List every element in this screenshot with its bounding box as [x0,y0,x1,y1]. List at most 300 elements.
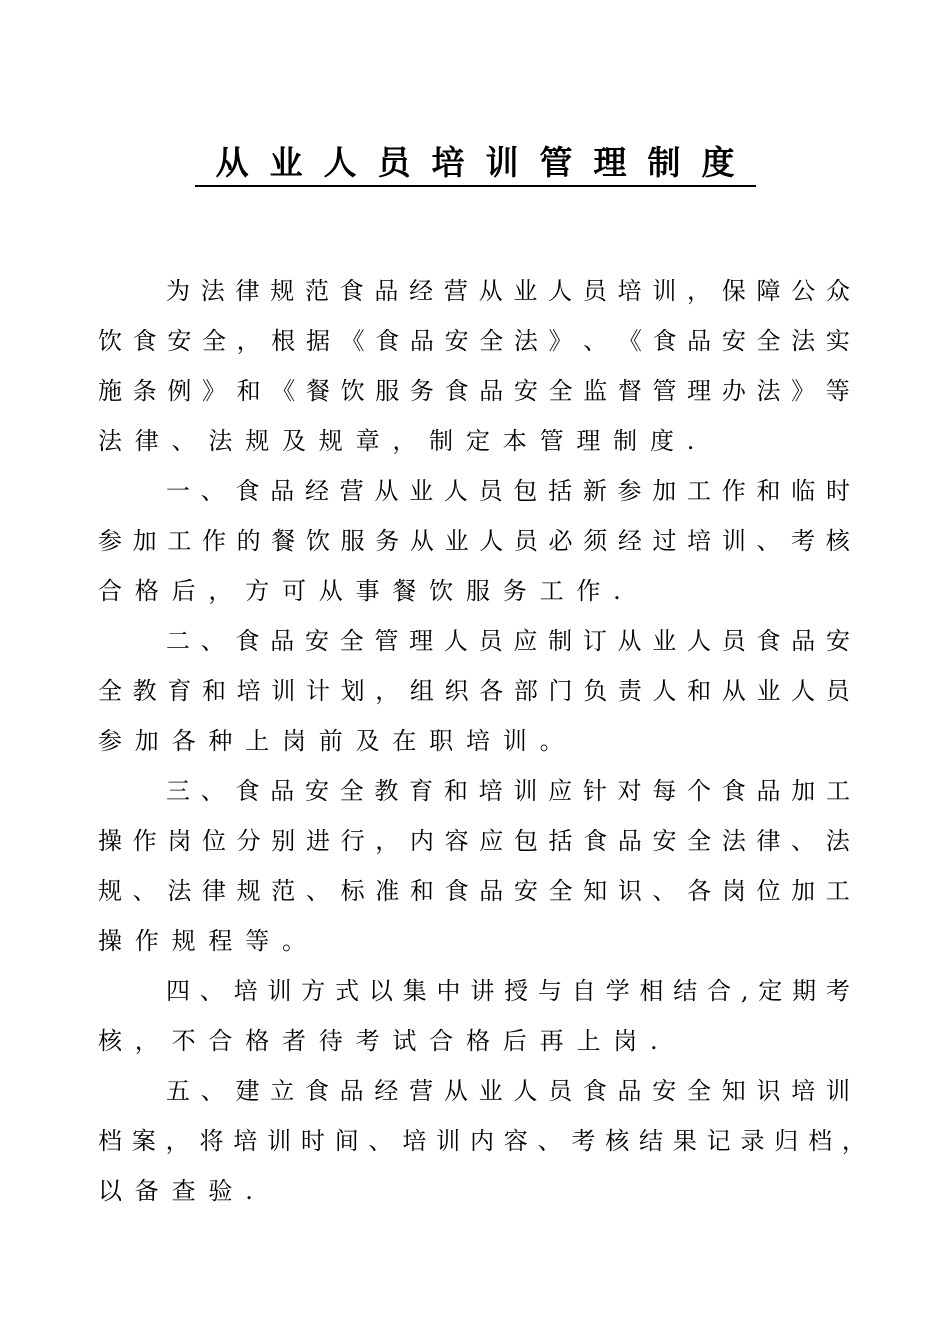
text-char: 岗 [613,1027,638,1055]
text-char: ， [236,327,261,355]
text-char: 合 [707,977,731,1005]
text-char: 培 [233,977,258,1005]
text-char: 员 [548,1077,573,1105]
text-char: 定 [758,977,783,1005]
text-char: 度 [649,427,674,455]
text-line [98,916,850,966]
text-char: 众 [825,277,850,305]
text-char: 全 [548,877,573,905]
text-char: 从 [478,277,503,305]
text-char: 人 [652,677,677,705]
text-char: 品 [617,827,642,855]
text-char: 务 [502,577,527,605]
text-char: 订 [582,627,607,655]
text-char: 进 [305,827,330,855]
text-char: 括 [548,827,573,855]
text-char: 》 [201,377,226,405]
text-char: 理 [409,627,434,655]
text-char: 律 [756,827,781,855]
text-char: 格 [245,1027,270,1055]
text-char: 包 [513,477,538,505]
text-char: 规 [245,427,270,455]
text-char: 式 [335,977,360,1005]
text-char: 、 [199,977,224,1005]
text-char: 范 [271,877,296,905]
text-char: 核 [605,1127,630,1155]
text-char: 知 [721,1077,746,1105]
text-char: 员 [825,677,850,705]
text-char: 针 [582,777,607,805]
text-char: 督 [617,377,642,405]
text-char: 集 [402,977,427,1005]
text-char: 备 [134,1177,159,1205]
text-char: 施 [98,377,122,405]
text-char: 、 [200,1077,225,1105]
text-char: 等 [825,377,850,405]
text-char: 五 [166,1077,190,1105]
text-char: 人 [687,627,712,655]
text-char: 育 [409,777,434,805]
text-char: 公 [791,277,816,305]
text-char: 案 [131,1127,156,1155]
text-char: 培 [233,1127,258,1155]
text-char: 培 [402,1127,427,1155]
text-char: 各 [479,677,504,705]
text-char: 管 [374,627,399,655]
text-char: . [686,427,695,455]
text-char: 从 [617,627,642,655]
text-char: 业 [513,277,538,305]
text-char: 不 [171,1027,196,1055]
text-char: 、 [132,877,157,905]
text-char: 管 [539,427,564,455]
text-char: 食 [235,477,260,505]
text-char: 部 [513,677,538,705]
text-char: . [613,577,621,605]
text-char: 四 [166,977,190,1005]
text-char: 各 [687,877,712,905]
text-char: 作 [576,577,601,605]
text-char: 归 [774,1127,799,1155]
text-char: 合 [98,577,122,605]
text-char: ， [375,827,400,855]
text-char: 员 [478,477,503,505]
text-char: 品 [409,327,434,355]
text-line [98,516,850,566]
text-char: 安 [825,627,850,655]
text-char: 经 [304,477,329,505]
text-char: 训 [721,527,746,555]
text-char: 、 [305,877,330,905]
text-line [98,866,850,916]
text-char: 食 [652,327,677,355]
text-char: 行 [340,827,365,855]
text-char: ， [208,577,233,605]
text-char: 员 [513,527,538,555]
text-char: . [649,1027,658,1055]
text-char: 及 [355,727,380,755]
text-char: 、 [171,427,196,455]
text-char: 制 [429,427,454,455]
text-char: 监 [583,377,608,405]
text-char: 加 [134,727,159,755]
text-char: 上 [576,1027,601,1055]
text-char: 新 [582,477,607,505]
text-char: 二 [166,627,190,655]
text-char: 学 [605,977,630,1005]
text-char: 人 [513,1077,538,1105]
text-char: 培 [791,1077,816,1105]
text-char: 安 [167,327,192,355]
text-char: 为 [166,277,190,305]
text-char: 方 [245,577,270,605]
text-line [98,1166,850,1216]
text-char: 。 [281,927,306,955]
text-char: ， [134,1027,159,1055]
text-char: 。 [539,727,564,755]
text-char: 过 [652,527,677,555]
text-char: 全 [339,627,364,655]
text-char: 标 [340,877,365,905]
text-char: 安 [513,877,538,905]
text-char: 律 [134,427,159,455]
text-char: 各 [171,727,196,755]
text-char: 安 [652,827,677,855]
text-char: 程 [208,927,233,955]
text-char: 培 [687,527,712,555]
text-char: 记 [706,1127,731,1155]
text-char: 餐 [305,377,330,405]
text-char: 和 [201,677,226,705]
text-char: 办 [721,377,746,405]
text-char: 、 [200,627,225,655]
text-char: 操 [98,927,122,955]
text-char: 品 [756,777,781,805]
text-char: 核 [98,1027,122,1055]
text-char: 以 [98,1177,122,1205]
text-char: 务 [409,377,434,405]
text-char: 查 [171,1177,196,1205]
text-char: 作 [201,527,226,555]
text-char: 例 [167,377,192,405]
text-char: 经 [374,1077,399,1105]
text-char: 训 [267,1127,292,1155]
text-char: 参 [98,527,122,555]
text-char: 工 [825,777,850,805]
text-line [98,316,850,366]
text-line [98,366,850,416]
text-char: 规 [236,877,261,905]
text-char: 核 [825,527,850,555]
text-char: 以 [368,977,393,1005]
text-char: 建 [235,1077,260,1105]
text-char: 自 [571,977,596,1005]
text-char: 培 [465,727,490,755]
text-char: 对 [617,777,642,805]
text-line [98,616,850,666]
text-line [98,766,850,816]
text-char: 法 [208,427,233,455]
text-char: 考 [571,1127,596,1155]
text-line [98,716,850,766]
text-char: 容 [444,827,469,855]
text-char: 全 [687,1077,712,1105]
text-char: 品 [479,377,504,405]
text-char: 品 [270,477,295,505]
text-char: 本 [502,427,527,455]
text-char: 法 [513,327,538,355]
text-line [98,666,850,716]
text-char: 授 [504,977,529,1005]
text-char: 训 [652,277,677,305]
text-char: 制 [613,427,638,455]
text-char: 全 [98,677,122,705]
text-char: 时 [825,477,850,505]
text-char: 临 [791,477,816,505]
text-char: 从 [721,677,746,705]
text-char: 三 [166,777,190,805]
text-char: 条 [132,377,157,405]
text-char: 档 [808,1127,833,1155]
text-char: 业 [652,627,677,655]
text-char: 理 [576,427,601,455]
text-char: 讲 [470,977,495,1005]
text-char: 安 [652,1077,677,1105]
text-char: 岗 [167,827,192,855]
text-char: 业 [478,1077,503,1105]
text-char: 律 [201,877,226,905]
text-char: 员 [721,627,746,655]
text-char: 、 [537,1127,562,1155]
text-char: 位 [201,827,226,855]
text-char: 经 [617,527,642,555]
text-char: 全 [687,827,712,855]
text-char: 安 [304,777,329,805]
text-char: 服 [465,577,490,605]
text-char: 安 [304,627,329,655]
text-char: 待 [318,1027,343,1055]
text-char: 训 [513,777,538,805]
text-char: 品 [617,1077,642,1105]
text-char: 和 [409,877,434,905]
text-char: 全 [339,777,364,805]
text-char: 职 [429,727,454,755]
text-char: 法 [200,277,225,305]
text-char: 应 [479,827,504,855]
text-char: 法 [756,377,781,405]
text-char: 者 [281,1027,306,1055]
text-char: 每 [652,777,677,805]
document-body [98,266,866,1216]
text-char: 服 [375,377,400,405]
text-char: 、 [756,527,781,555]
text-char: ， [375,677,400,705]
text-char: 品 [339,1077,364,1105]
text-char: 工 [687,477,712,505]
text-char: 》 [548,327,573,355]
text-char: 食 [132,327,157,355]
text-char: 工 [825,877,850,905]
text-char: 门 [548,677,573,705]
text-char: 必 [548,527,573,555]
text-char: 将 [199,1127,224,1155]
text-char: 、 [652,877,677,905]
text-char: 食 [444,877,469,905]
text-char: 人 [443,477,468,505]
text-char: 营 [409,1077,434,1105]
text-char: 格 [134,577,159,605]
text-char: 考 [825,977,850,1005]
text-char: 内 [409,827,434,855]
text-char: 规 [270,277,295,305]
text-char: 等 [245,927,270,955]
text-char: 饮 [429,577,454,605]
text-char: 加 [791,777,816,805]
text-char: 管 [652,377,677,405]
text-char: 食 [235,627,260,655]
text-char: 间 [334,1127,359,1155]
text-char: 和 [756,477,781,505]
page-title-text: 从业人员培训管理制度 [195,141,756,187]
text-char: 食 [375,327,400,355]
text-char: 和 [687,677,712,705]
text-char: 实 [825,327,850,355]
text-char: 范 [304,277,329,305]
text-char: 操 [98,827,122,855]
text-char: 人 [443,627,468,655]
text-char: 员 [478,627,503,655]
text-char: 》 [791,377,816,405]
text-char: 、 [200,477,225,505]
text-char: 安 [513,377,538,405]
text-char: 培 [478,777,503,805]
text-char: ， [392,427,417,455]
text-char: 营 [339,477,364,505]
text-char: 上 [245,727,270,755]
text-char: 可 [281,577,306,605]
text-char: 人 [548,277,573,305]
text-char: 培 [617,277,642,305]
text-char: 立 [270,1077,295,1105]
text-line [98,1066,850,1116]
text-char: 员 [582,277,607,305]
text-char: 责 [617,677,642,705]
text-char: 全 [201,327,226,355]
text-char: 营 [443,277,468,305]
text-char: 餐 [392,577,417,605]
text-char: 律 [235,277,260,305]
text-char: 业 [756,677,781,705]
text-char: 规 [171,927,196,955]
text-char: 容 [503,1127,528,1155]
text-char: 训 [267,977,292,1005]
text-char: 岗 [721,877,746,905]
text-line [98,816,850,866]
text-char: ， [165,1127,190,1155]
text-char: 果 [672,1127,697,1155]
text-char: 一 [166,477,190,505]
text-char: 制 [548,627,573,655]
text-char: 参 [98,727,122,755]
text-char: 培 [236,677,261,705]
text-char: ， [841,1127,866,1155]
text-char: 在 [392,727,417,755]
text-char: 及 [281,427,306,455]
text-char: 经 [409,277,434,305]
text-char: 规 [98,877,122,905]
text-char: 分 [236,827,261,855]
text-char: 个 [687,777,712,805]
text-char: 、 [200,777,225,805]
text-char: . [245,1177,253,1205]
text-char: 食 [444,377,469,405]
text-char: 加 [791,877,816,905]
text-char: 、 [368,1127,393,1155]
text-char: 应 [513,627,538,655]
text-char: 作 [134,927,159,955]
text-char: 食 [721,777,746,805]
text-char: 训 [502,727,527,755]
text-char: 准 [375,877,400,905]
text-char: 理 [687,377,712,405]
text-char: 知 [583,877,608,905]
text-char: 工 [539,577,564,605]
text-char: 《 [617,327,642,355]
text-char: 品 [791,627,816,655]
text-char: 结 [639,1127,663,1155]
text-char: 全 [548,377,573,405]
text-char: 《 [340,327,365,355]
text-char: 种 [208,727,233,755]
text-char: 再 [539,1027,564,1055]
text-char: 考 [791,527,816,555]
text-char: 和 [236,377,261,405]
text-char: 中 [436,977,461,1005]
text-char: 工 [167,527,192,555]
text-char: 法 [98,427,122,455]
text-char: 包 [513,827,538,855]
text-char: 食 [756,627,781,655]
text-char: 相 [639,977,664,1005]
text-char: 品 [374,277,399,305]
text-char: 内 [469,1127,494,1155]
text-char: 格 [465,1027,490,1055]
text-char: 法 [791,327,816,355]
text-char: 品 [687,327,712,355]
text-char: 训 [271,677,296,705]
text-char: 法 [825,827,850,855]
text-char: 规 [318,427,343,455]
text-char: 从 [409,527,434,555]
text-char: 人 [479,527,504,555]
text-char: 从 [318,577,343,605]
text-char: 业 [444,527,469,555]
text-char: 业 [409,477,434,505]
text-char: 、 [583,327,608,355]
text-char: 须 [583,527,608,555]
text-char: 识 [756,1077,781,1105]
text-char: 前 [318,727,343,755]
text-char: 训 [436,1127,461,1155]
text-char: 岗 [281,727,306,755]
text-char: 饮 [340,377,365,405]
text-char: 合 [208,1027,233,1055]
text-char: 定 [465,427,490,455]
text-char: 根 [271,327,296,355]
text-char: 全 [756,327,781,355]
text-char: 划 [340,677,365,705]
text-char: 识 [617,877,642,905]
